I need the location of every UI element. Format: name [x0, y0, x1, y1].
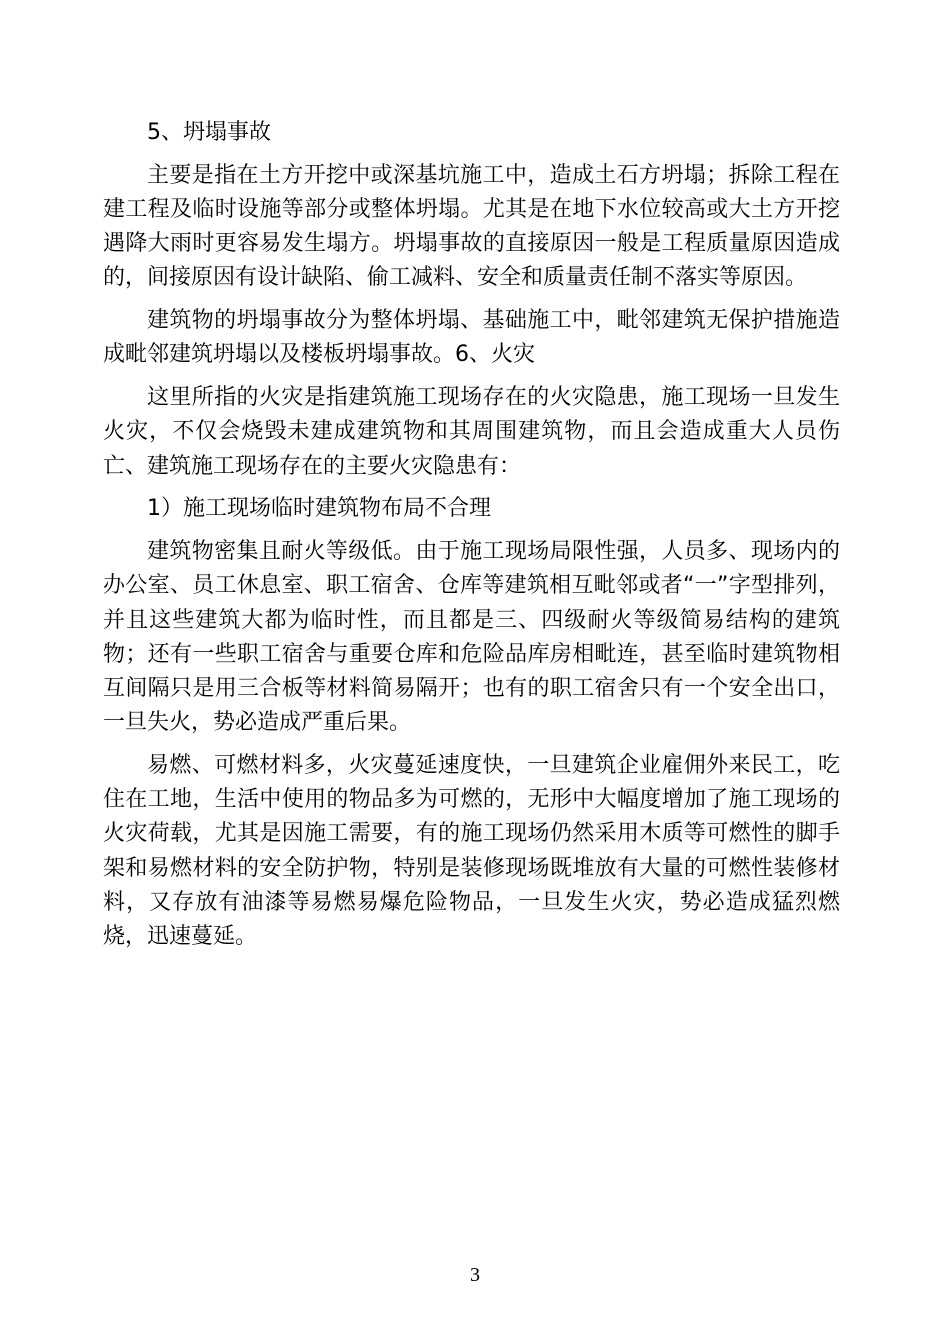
list-item-layout: 1）施工现场临时建筑物布局不合理 — [147, 496, 491, 522]
page-number: 3 — [470, 1264, 480, 1286]
document-body — [103, 116, 840, 954]
paragraph-flammable-materials: 易燃、可燃材料多，火灾蔓延速度快，一旦建筑企业雇佣外来民工，吃住在工地，生活中使用的物品多为可燃的，无形中大幅度增加了施工现场的火灾荷载，尤其是因施工需要，有的施工现场仍然采用木质等可燃性的脚手架和易燃材料的安全防护物，特别是装修现场既堆放有大量的可燃性装修材料，又存放有油漆等易燃易爆危险物品，一旦发生火灾，势必造成猛烈燃烧，迅速蔓延。 — [103, 753, 840, 950]
paragraph-collapse-definition: 主要是指在土方开挖中或深基坑施工中，造成土石方坍塌；拆除工程在建工程及临时设施等部分或整体坍塌。尤其是在地下水位较高或大土方开挖遇降大雨时更容易发生塌方。坍塌事故的直接原因一般是工程质量原因造成的，间接原因有设计缺陷、偷工减料、安全和质量责任制不落实等原因。 — [103, 162, 840, 291]
paragraph-fire-hazards: 这里所指的火灾是指建筑施工现场存在的火灾隐患，施工现场一旦发生火灾，不仅会烧毁未建成建筑物和其周围建筑物，而且会造成重大人员伤亡、建筑施工现场存在的主要火灾隐患有： — [103, 385, 840, 479]
section-heading-collapse: 5、坍塌事故 — [147, 120, 271, 145]
paragraph-collapse-types: 建筑物的坍塌事故分为整体坍塌、基础施工中，毗邻建筑无保护措施造成毗邻建筑坍塌以及楼板坍塌事故。6、火灾 — [103, 308, 840, 368]
paragraph-dense-buildings: 建筑物密集且耐火等级低。由于施工现场局限性强，人员多、现场内的办公室、员工休息室、职工宿舍、仓库等建筑相互毗邻或者“一”字型排列，并且这些建筑大都为临时性，而且都是三、四级耐火等级简易结构的建筑物；还有一些职工宿舍与重要仓库和危险品库房相毗连，甚至临时建筑物相互间隔只是用三合板等材料简易隔开；也有的职工宿舍只有一个安全出口，一旦失火，势必造成严重后果。 — [103, 539, 840, 736]
